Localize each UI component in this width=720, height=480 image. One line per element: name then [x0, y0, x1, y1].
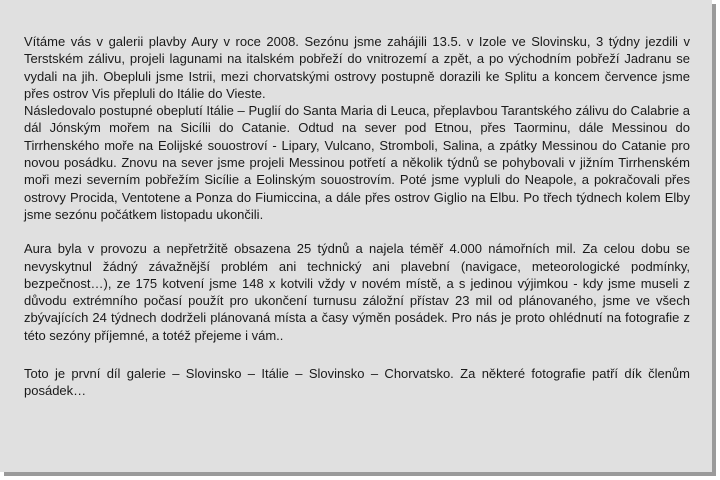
intro-paragraph: Vítáme vás v galerii plavby Aury v roce 2008. Sezónu jsme zahájili 13.5. v Izole ve Slovinsku, 3 týdny jezdili v Terstském zálivu, projeli lagunami na italském pobřeží do vnitrozemí a zpět, a po východním pobřeží Jadranu se vydali na jih. Obepluli jsme Istrii, mezi chorvatskými ostrovy postupně dorazili ke Splitu a koncem července jsme přes ostrov Vis přepluli do Itálie do Vieste. [24, 34, 690, 101]
paragraph-spacer [24, 344, 690, 365]
paragraph-spacer [24, 223, 690, 240]
gallery-note-paragraph: Toto je první díl galerie – Slovinsko – Itálie – Slovinsko – Chorvatsko. Za některé fotografie patří dík členům posádek… [24, 366, 690, 399]
statistics-paragraph: Aura byla v provozu a nepřetržitě obsazena 25 týdnů a najela téměř 4.000 námořních mil. Za celou dobu se nevyskytnul žádný závažnější problém ani technický ani plavební (navigace, meteorologické podmínky, bezpečnost…), ze 175 kotvení jsme 148 x kotvili vždy v novém místě, a s jedinou výjimkou - kdy jsme museli z důvodu extrémního počasí použít pro ukončení turnusu záložní přístav 23 mil od plánovaného, jsme ve všech zbývajících 24 týdnech dodrželi plánovaná místa a časy výměn posádek. Pro nás je proto ohlédnutí na fotografie z této sezóny příjemné, a totéž přejeme i vám.. [24, 241, 690, 343]
document-body [24, 33, 690, 400]
itinerary-paragraph: Následovalo postupné obeplutí Itálie – Puglií do Santa Maria di Leuca, přeplavbou Tarantského zálivu do Calabrie a dál Jónským mořem na Sicílii do Catanie. Odtud na sever pod Etnou, přes Taorminu, dále Messinou do Tirrhenského moře na Eolijské souostroví - Lipary, Vulcano, Stromboli, Salina, a zpátky Messinou do Catanie pro novou posádku. Znovu na sever jsme projeli Messinou potřetí a několik týdnů se pohybovali v jižním Tirrhenském moři mezi severním pobřežím Sicílie a Eolinským souostrovím. Poté jsme vypluli do Neapole, a pokračovali přes ostrovy Procida, Ventotene a Ponza do Fiumiccina, a dále přes ostrov Giglio na Elbu. Po třech týdnech kolem Elby jsme sezónu počátkem listopadu ukončili. [24, 103, 690, 222]
